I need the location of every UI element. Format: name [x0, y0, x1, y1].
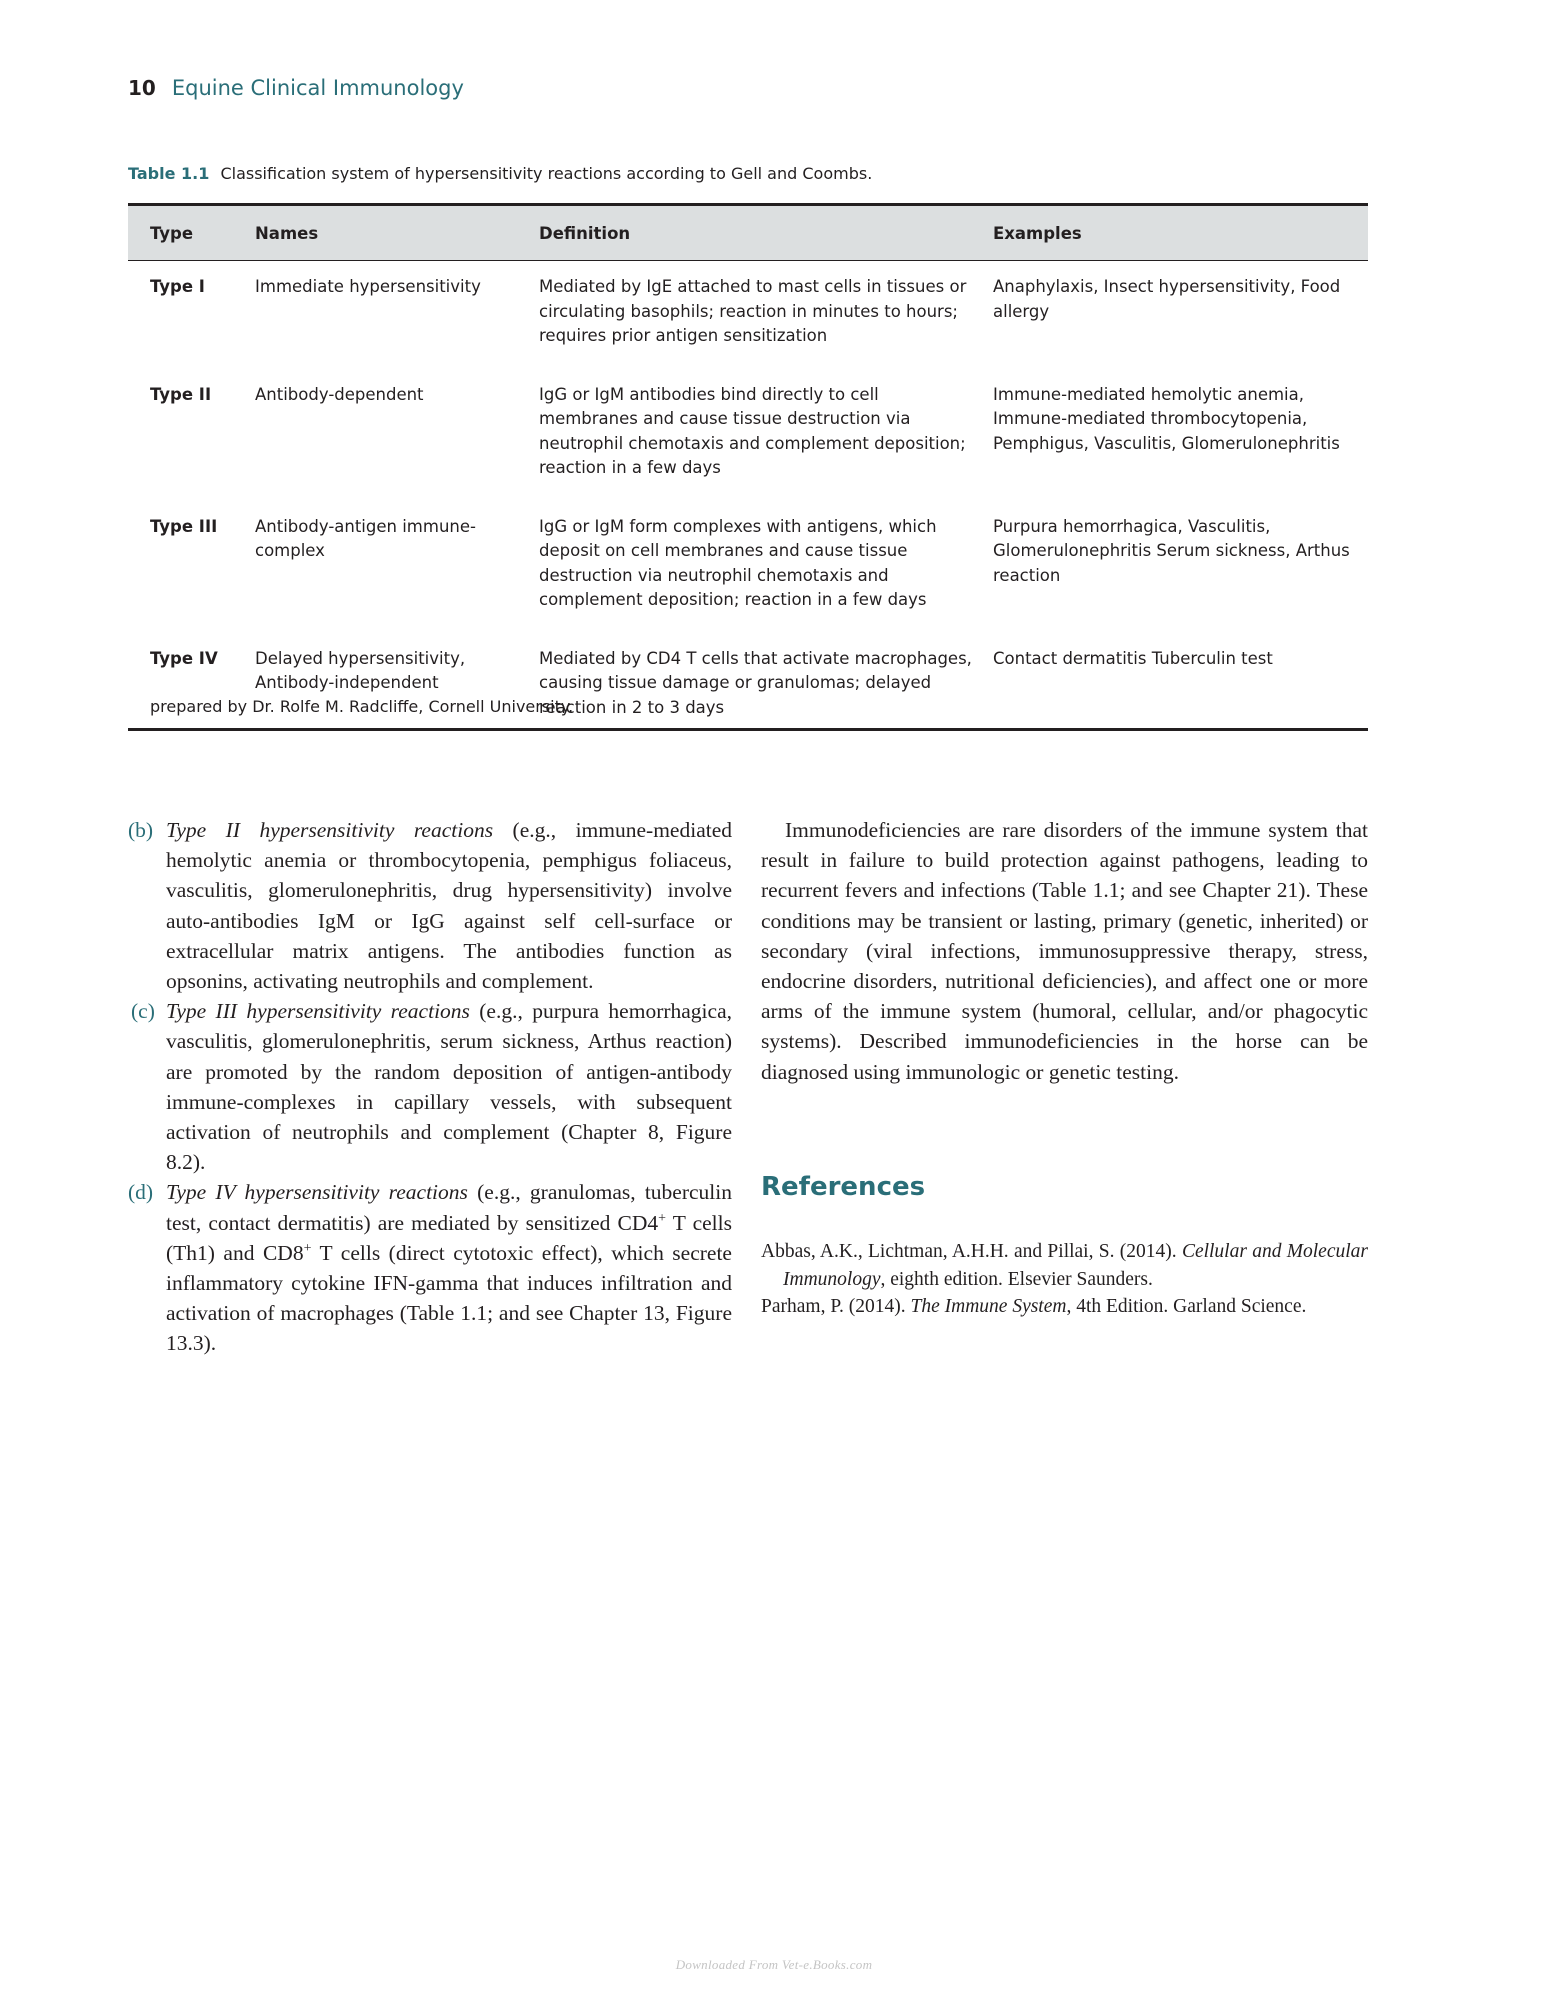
left-column	[128, 815, 732, 1359]
item-title: Type III hypersensitivity reactions	[166, 999, 470, 1024]
list-item	[128, 815, 732, 996]
table-row	[128, 261, 1368, 371]
item-text-b: T cells (Th1) and CD8	[166, 1210, 732, 1265]
reference-authors: Abbas, A.K., Lichtman, A.H.H. and Pillai, S. (2014).	[761, 1241, 1182, 1262]
reference-authors: Parham, P. (2014).	[761, 1296, 911, 1317]
table-caption-text: Classification system of hypersensitivity reactions according to Gell and Coombs.	[220, 164, 873, 183]
book-title: Equine Clinical Immunology	[171, 76, 464, 100]
item-label: (b)	[128, 818, 154, 842]
cell-type: Type IV	[128, 635, 255, 730]
cell-examples: Contact dermatitis Tuberculin test	[993, 635, 1368, 730]
item-title: Type IV hypersensitivity reactions	[166, 1180, 468, 1205]
cell-names: Delayed hypersensitivity, Antibody-independent	[255, 635, 539, 730]
cell-type: Type II	[150, 384, 212, 404]
superscript-plus: +	[303, 1240, 312, 1256]
cell-type: Type I	[150, 277, 205, 296]
header-definition: Definition	[539, 205, 993, 261]
references-heading: References	[761, 1172, 926, 1202]
page-number: 10	[128, 76, 156, 100]
item-text: (e.g., purpura hemorrhagica, vasculitis, glomerulonephritis, serum sickness, Arthus reaction) are promoted by the random deposition of antigen-antibody immune-complexes in capillary vessels, with subsequent activation of neutrophils and complement (Chapter 8, Figure 8.2).	[166, 999, 732, 1175]
table-footnote: prepared by Dr. Rolfe M. Radcliffe, Cornell University.	[150, 697, 574, 716]
list-item	[128, 996, 732, 1177]
cell-names: Antibody-antigen immune-complex	[255, 516, 476, 560]
item-text-a: (e.g., granulomas, tuberculin test, contact dermatitis) are mediated by sensitized CD4	[166, 1180, 732, 1235]
cell-names: Antibody-dependent	[255, 384, 424, 404]
table-header-row	[128, 205, 1368, 261]
cell-definition: Mediated by IgE attached to mast cells in tissues or circulating basophils; reaction in minutes to hours; requires prior antigen sensitization	[539, 277, 967, 345]
cell-definition: IgG or IgM form complexes with antigens, which deposit on cell membranes and cause tissue destruction via neutrophil chemotaxis and complement deposition; reaction in a few days	[539, 516, 937, 609]
cell-type: Type III	[150, 516, 218, 536]
right-column	[761, 815, 1368, 1087]
list-item	[128, 1177, 732, 1358]
cell-examples: Purpura hemorrhagica, Vasculitis, Glomerulonephritis Serum sickness, Arthus reaction	[993, 516, 1350, 585]
item-text-c: T cells (direct cytotoxic effect), which secrete inflammatory cytokine IFN-gamma that induces infiltration and activation of macrophages (Table 1.1; and see Chapter 13, Figure 13.3).	[166, 1240, 732, 1356]
item-text: (e.g., immune-mediated hemolytic anemia or thrombocytopenia, pemphigus foliaceus, vasculitis, glomerulonephritis, drug hypersensitivity) involve auto-antibodies IgM or IgG against self cell-surface or extracellular matrix antigens. The antibodies function as opsonins, activating neutrophils and complement.	[166, 818, 733, 994]
cell-examples: Immune-mediated hemolytic anemia, Immune-mediated thrombocytopenia, Pemphigus, Vasculitis, Glomerulonephritis	[993, 384, 1340, 453]
running-header	[128, 76, 464, 100]
superscript-plus: +	[658, 1210, 667, 1226]
cell-definition: Mediated by CD4 T cells that activate macrophages, causing tissue damage or granulomas; delayed reaction in 2 to 3 days	[539, 635, 993, 730]
item-label: (d)	[128, 1180, 154, 1205]
reference-title: The Immune System	[910, 1296, 1067, 1317]
cell-definition: IgG or IgM antibodies bind directly to cell membranes and cause tissue destruction via neutrophil chemotaxis and complement deposition; reaction in a few days	[539, 384, 966, 477]
item-label: (c)	[131, 999, 155, 1024]
references-list	[761, 1238, 1368, 1321]
cell-names: Immediate hypersensitivity	[255, 277, 481, 296]
reference-title: Cellular and Molecular Immunology	[783, 1241, 1369, 1290]
immunodeficiency-paragraph: Immunodeficiencies are rare disorders of the immune system that result in failure to build protection against pathogens, leading to recurrent fevers and infections (Table 1.1; and see Chapter 21). These conditions may be transient or lasting, primary (genetic, inherited) or secondary (viral infections, immunosuppressive therapy, stress, endocrine disorders, nutritional deficiencies), and affect one or more arms of the immune system (humoral, cellular, and/or phagocytic systems). Described immunodeficiencies in the horse can be diagnosed using immunologic or genetic testing.	[761, 818, 1368, 1084]
header-examples: Examples	[993, 205, 1368, 261]
table-label: Table 1.1	[128, 164, 210, 183]
header-names: Names	[255, 205, 539, 261]
hypersensitivity-table	[128, 203, 1368, 731]
table-caption	[128, 164, 872, 183]
item-title: Type II hypersensitivity reactions	[166, 818, 494, 842]
reference-publisher: , eighth edition. Elsevier Saunders.	[880, 1268, 1153, 1290]
table-row	[128, 371, 1368, 503]
reference-item	[761, 1293, 1368, 1321]
cell-examples: Anaphylaxis, Insect hypersensitivity, Food allergy	[993, 277, 1341, 321]
table-row	[128, 503, 1368, 635]
header-type: Type	[128, 205, 255, 261]
reference-item	[761, 1238, 1368, 1293]
watermark: Downloaded From Vet-e.Books.com	[675, 1957, 873, 1972]
reference-publisher: , 4th Edition. Garland Science.	[1066, 1296, 1307, 1317]
